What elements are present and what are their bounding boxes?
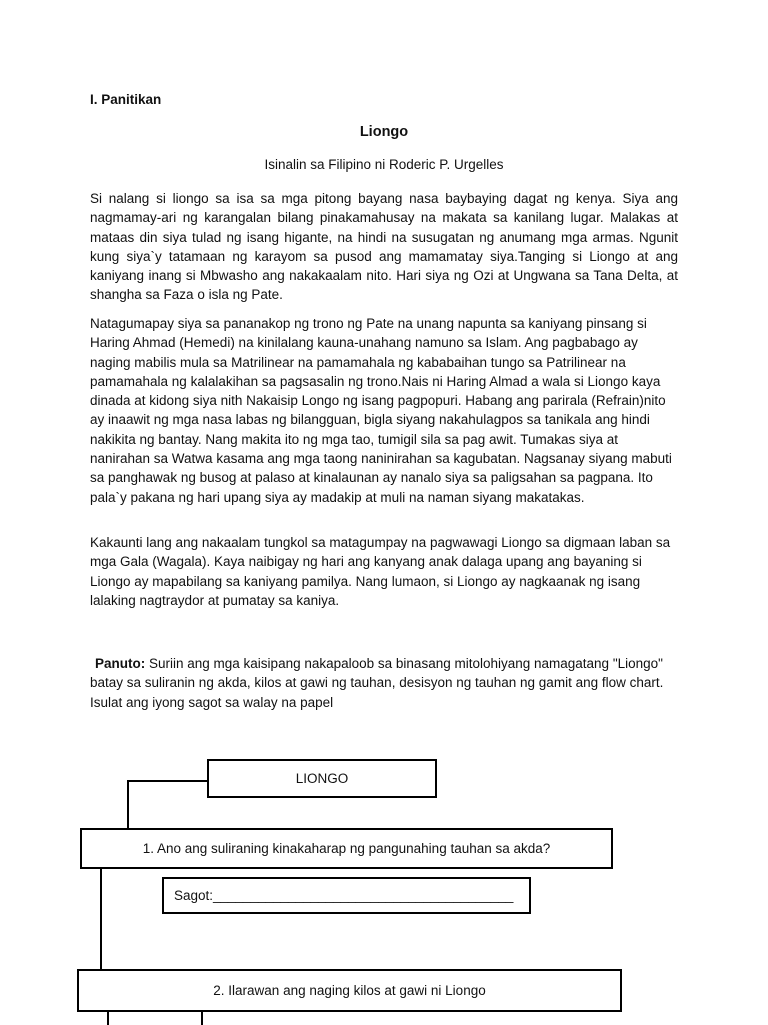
connector-line — [201, 1011, 203, 1025]
flowchart-answer-1: Sagot:________________________________________ — [162, 877, 531, 914]
story-paragraph-1: Si nalang si liongo sa isa sa mga pitong bayang nasa baybaying dagat ng kenya. Siya ang nagmamay-ari ng karangalan bilang pinakamahusay na makata sa kanilang lugar. Malakas at mataas din siya tulad ng isang higante, na hindi na susugatan ng anumang mga armas. Ngunit kung siya`y tatamaan ng karayom sa pusod ang mamamatay siya.Tanging si Liongo at ang kaniyang inang si Mbwasho ang nakakaalam nito. Hari siya ng Ozi at Ungwana sa Tana Delta, at shangha sa Faza o isla ng Pate. — [90, 191, 678, 303]
flowchart-question-1: 1. Ano ang suliraning kinakaharap ng pangunahing tauhan sa akda? — [80, 828, 613, 869]
connector-line — [107, 1011, 109, 1025]
instructions-text: Suriin ang mga kaisipang nakapaloob sa binasang mitolohiyang namagatang "Liongo" batay sa suliranin ng akda, kilos at gawi ng tauhan, desisyon ng tauhan ng gamit ang flow chart. Isulat ang iyong sagot sa walay na papel — [90, 656, 664, 710]
document-subtitle: Isinalin sa Filipino ni Roderic P. Urgelles — [264, 157, 504, 172]
flowchart-question-2: 2. Ilarawan ang naging kilos at gawi ni Liongo — [77, 969, 622, 1012]
story-paragraph-3: Kakaunti lang ang nakaalam tungkol sa matagumpay na pagwawagi Liongo sa digmaan laban sa mga Gala (Wagala). Kaya naibigay ng hari ang kanyang anak dalaga upang ang bayaning si Liongo ay mapabilang sa kaniyang pamilya. Nang lumaon, si Liongo ay nagkaanak ng isang lalaking nagtraydor at pumatay sa kaniya. — [90, 535, 671, 608]
instructions-label: Panuto: — [95, 656, 146, 671]
connector-line — [127, 780, 208, 782]
instructions — [90, 654, 690, 712]
document-title: Liongo — [359, 124, 409, 140]
connector-line — [100, 868, 102, 970]
story-paragraph-2: Natagumapay siya sa pananakop ng trono ng Pate na unang napunta sa kaniyang pinsang si Haring Ahmad (Hemedi) na kinilalang kauna-unahang namuno sa Islam. Ang pagbabago ay naging mabilis mula sa Matrilinear na pamamahala ng kababaihan tungo sa Patrilinear na pamamahala ng kalalakihan sa pagsasalin ng trono.Nais ni Haring Almad a wala si Liongo kaya dinada at kidong siya nith Nakaisip Longo ng isang pagpopuri. Habang ang parirala (Refrain)nito ay inaawit ng mga nasa labas ng bilangguan, bigla siyang nakahulagpos sa tanikala ang hindi nakikita ng bantay. Nang makita ito ng mga tao, tumigil sila sa pag awit. Tumakas siya at nanirahan sa Watwa kasama ang mga taong naninirahan sa kagubatan. Nagsanay siyang mabuti sa panghawak ng busog at palaso at kinalaunan ay nanalo siya sa paligsahan sa pagpana. Ito pala`y pakana ng hari upang siya ay madakip at muli na naman siyang makatakas. — [90, 316, 672, 505]
connector-line — [127, 780, 129, 829]
flowchart-title-box: LIONGO — [207, 759, 437, 798]
section-heading: I. Panitikan — [90, 92, 162, 107]
